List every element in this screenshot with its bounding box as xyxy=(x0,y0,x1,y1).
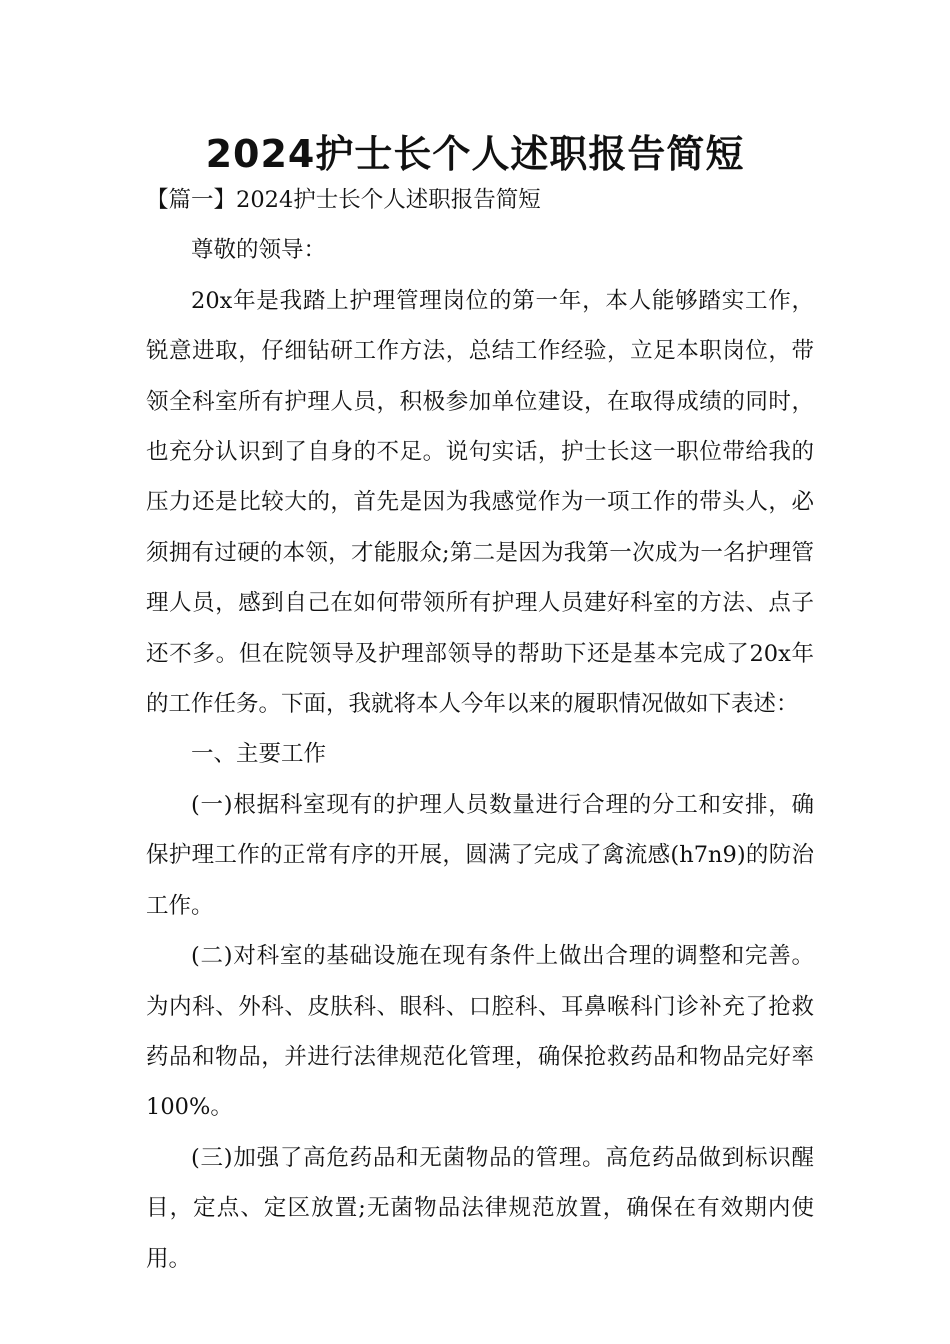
heading-main-work: 一、主要工作 xyxy=(191,741,327,768)
paragraph-item-2: (二)对科室的基础设施在现有条件上做出合理的调整和完善。为内科、外科、皮肤科、眼科、口腔科、耳鼻喉科门诊补充了抢救药品和物品，并进行法律规范化管理，确保抢救药品和物品完好率100%。 xyxy=(146,943,814,1121)
paragraph-salutation: 尊敬的领导： xyxy=(191,237,327,264)
document-title: 2024护士长个人述职报告简短 xyxy=(205,132,745,176)
document-body xyxy=(146,175,814,1284)
paragraph-intro: 20x年是我踏上护理管理岗位的第一年，本人能够踏实工作，锐意进取，仔细钻研工作方法，总结工作经验，立足本职岗位，带领全科室所有护理人员，积极参加单位建设，在取得成绩的同时，也充分认识到了自身的不足。说句实话，护士长这一职位带给我的压力还是比较大的，首先是因为我感觉作为一项工作的带头人，必须拥有过硬的本领，才能服众;第二是因为我第一次成为一名护理管理人员，感到自己在如何带领所有护理人员建好科室的方法、点子还不多。但在院领导及护理部领导的帮助下还是基本完成了20x年的工作任务。下面，我就将本人今年以来的履职情况做如下表述： xyxy=(146,287,814,718)
paragraph-item-1: (一)根据科室现有的护理人员数量进行合理的分工和安排，确保护理工作的正常有序的开展，圆满了完成了禽流感(h7n9)的防治工作。 xyxy=(146,791,814,919)
paragraph-item-3: (三)加强了高危药品和无菌物品的管理。高危药品做到标识醒目，定点、定区放置;无菌物品法律规范放置，确保在有效期内使用。 xyxy=(146,1144,814,1272)
section-heading: 【篇一】2024护士长个人述职报告简短 xyxy=(146,187,541,213)
